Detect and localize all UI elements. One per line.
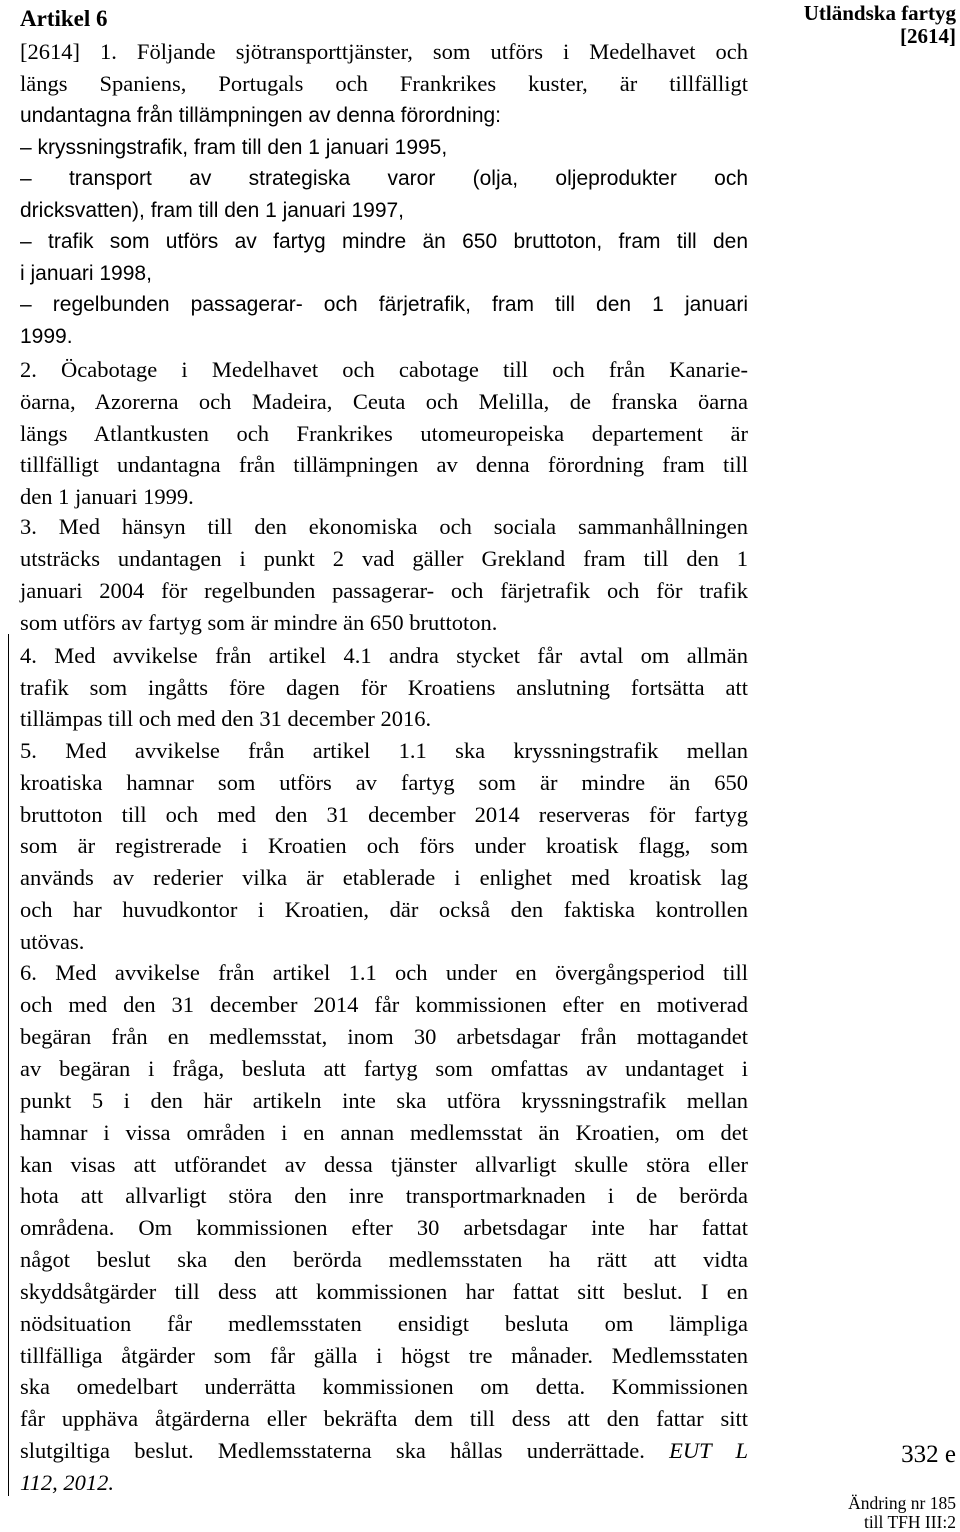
text-line: som utförs av fartyg som är mindre än 650 bruttoton. — [20, 610, 498, 635]
text-line: [2614] 1. Följande sjötransporttjänster, som utförs i Medelhavet och — [20, 39, 748, 64]
list-item: – kryssningstrafik, fram till den 1 januari 1995, — [20, 136, 448, 159]
list-item: – transport av strategiska varor (olja, oljeprodukter och — [20, 167, 748, 190]
text-line: punkt 5 i den här artikeln inte ska utföra kryssningstrafik mellan — [20, 1088, 748, 1113]
text-line: skyddsåtgärder till dess att kommissionen har fattat sitt beslut. I en — [20, 1279, 748, 1304]
text-line: hamnar i vissa områden i en annan medlemsstat än Kroatien, om det — [20, 1120, 748, 1145]
section-header — [804, 2, 956, 48]
amendment-line: till TFH III:2 — [863, 1512, 956, 1532]
list-item: – regelbunden passagerar- och färjetrafik, fram till den 1 januari — [20, 293, 748, 316]
text-line: den 1 januari 1999. — [20, 484, 194, 509]
text-line: något beslut ska den berörda medlemsstaten ha rätt att vidta — [20, 1247, 748, 1272]
text-line: kroatiska hamnar som utförs av fartyg som är mindre än 650 — [20, 770, 748, 795]
citation: EUT L — [669, 1438, 749, 1463]
text-line: tillämpas till och med den 31 december 2016. — [20, 706, 432, 731]
text-line: nödsituation får medlemsstaten ensidigt besluta om lämpliga — [20, 1311, 748, 1336]
text-line: öarna, Azorerna och Madeira, Ceuta och Melilla, de franska öarna — [20, 389, 748, 414]
list-item: – trafik som utförs av fartyg mindre än 650 bruttoton, fram till den — [20, 230, 748, 253]
change-bar — [8, 634, 9, 1496]
text-line: områdena. Om kommissionen efter 30 arbetsdagar inte har fattat — [20, 1215, 748, 1240]
text-line: kan visas att utförandet av dessa tjänster allvarligt skulle störa eller — [20, 1152, 748, 1177]
amendment-note — [848, 1494, 956, 1532]
text-line: 5. Med avvikelse från artikel 1.1 ska kryssningstrafik mellan — [20, 738, 748, 763]
text-line: och har huvudkontor i Kroatien, där också den faktiska kontrollen — [20, 897, 748, 922]
text-line: begäran från en medlemsstat, inom 30 arbetsdagar från mottagandet — [20, 1024, 748, 1049]
text-line: i januari 1998, — [20, 262, 152, 285]
section-number: [2614] — [900, 24, 956, 48]
text-line: utsträcks undantagen i punkt 2 vad gäller Grekland fram till den 1 — [20, 546, 748, 571]
text-line: får upphäva åtgärderna eller bekräfta dem till dess att den fattar sitt — [20, 1406, 748, 1431]
text-line: används av rederier vilka är etablerade i enlighet med kroatisk lag — [20, 865, 748, 890]
text-line: och med den 31 december 2014 får kommissionen efter en motiverad — [20, 992, 748, 1017]
text-line: som är registrerade i Kroatien och förs under kroatisk flagg, som — [20, 833, 748, 858]
text-line: bruttoton till och med den 31 december 2014 reserveras för fartyg — [20, 802, 748, 827]
text-line: tillfälligt undantagna från tillämpningen av denna förordning fram till — [20, 452, 748, 477]
text-line: januari 2004 för regelbunden passagerar- och färjetrafik och för trafik — [20, 578, 748, 603]
amendment-line: Ändring nr 185 — [848, 1493, 956, 1513]
text-line: ska omedelbart underrätta kommissionen om detta. Kommissionen — [20, 1374, 748, 1399]
text-line — [20, 1435, 748, 1467]
text-line: tillfälliga åtgärder som får gälla i högst tre månader. Medlemsstaten — [20, 1343, 748, 1368]
text-line: trafik som ingåtts före dagen för Kroatiens anslutning fortsätta att — [20, 675, 748, 700]
text-line: utövas. — [20, 929, 85, 954]
section-title: Utländska fartyg — [803, 1, 956, 25]
text-line: undantagna från tillämpningen av denna förordning: — [20, 104, 502, 127]
text-line: 4. Med avvikelse från artikel 4.1 andra stycket får avtal om allmän — [20, 643, 748, 668]
text-line: 3. Med hänsyn till den ekonomiska och sociala sammanhållningen — [20, 514, 748, 539]
text-line: dricksvatten), fram till den 1 januari 1997, — [20, 199, 405, 222]
text-line: 2. Öcabotage i Medelhavet och cabotage till och från Kanarie- — [20, 357, 748, 382]
citation: 112, 2012. — [20, 1470, 114, 1495]
text-line: 1999. — [20, 325, 73, 348]
text-line: 6. Med avvikelse från artikel 1.1 och under en övergångsperiod till — [20, 960, 748, 985]
text-line: hota att allvarligt störa den inre transportmarknaden i de berörda — [20, 1183, 748, 1208]
text-segment: slutgiltiga beslut. Medlemsstaterna ska hållas underrättade. — [20, 1438, 645, 1463]
article-heading: Artikel 6 — [20, 6, 108, 31]
text-line: av begäran i fråga, besluta att fartyg som omfattas av undantaget i — [20, 1056, 748, 1081]
page-number: 332 e — [901, 1441, 956, 1468]
text-line: längs Atlantkusten och Frankrikes utomeuropeiska departement är — [20, 421, 748, 446]
text-line: längs Spaniens, Portugals och Frankrikes kuster, är tillfälligt — [20, 71, 748, 96]
